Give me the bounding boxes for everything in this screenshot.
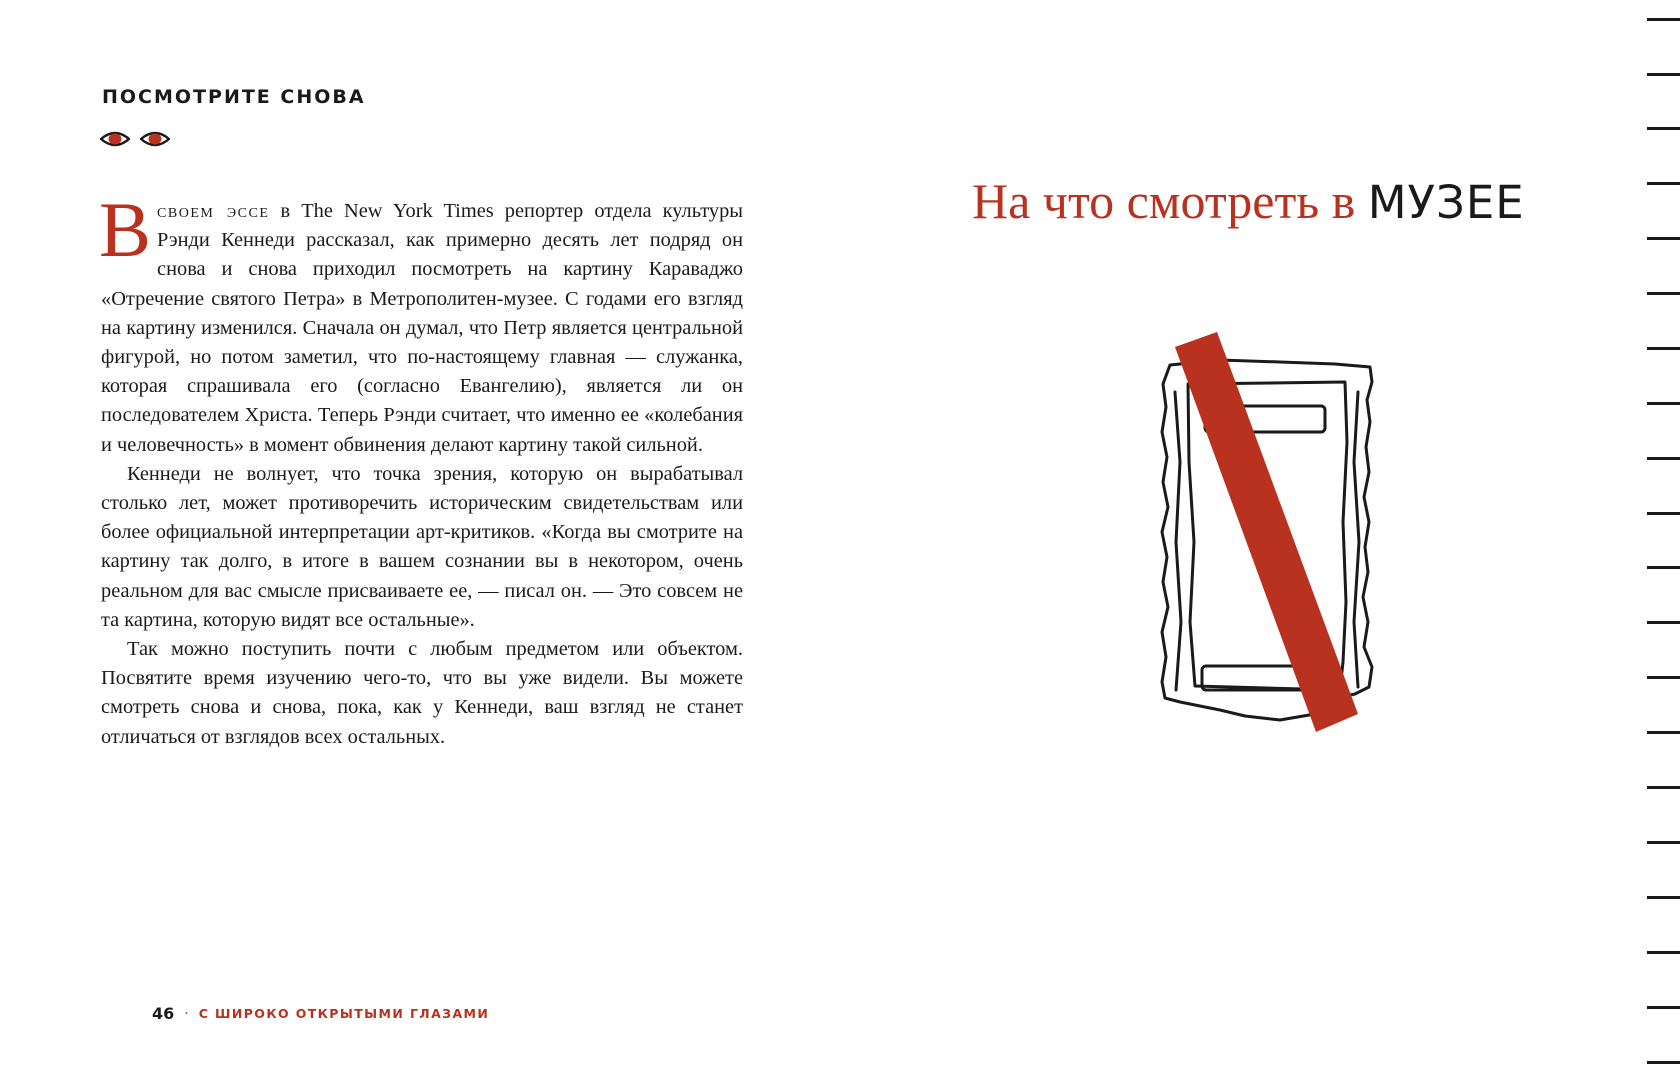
edge-tick	[1647, 1006, 1680, 1009]
edge-tick	[1647, 621, 1680, 624]
edge-tick	[1647, 896, 1680, 899]
chapter-title	[972, 172, 1612, 230]
edge-tick	[1647, 237, 1680, 240]
drop-cap: В	[99, 186, 152, 273]
edge-tick	[1647, 127, 1680, 130]
book-title: С ШИРОКО ОТКРЫТЫМИ ГЛАЗАМИ	[198, 1006, 490, 1021]
page-edge-ticks	[1647, 0, 1680, 1080]
footer-separator: ·	[184, 1005, 189, 1022]
lead-smallcaps: своем эссе	[157, 200, 270, 222]
paragraph-1	[99, 186, 743, 460]
frame-side-right	[1354, 392, 1359, 687]
edge-tick	[1647, 676, 1680, 679]
edge-tick	[1647, 18, 1680, 21]
edge-tick	[1647, 512, 1680, 515]
edge-tick	[1647, 457, 1680, 460]
eyes-decoration	[100, 130, 170, 148]
page-number: 46	[152, 1004, 175, 1023]
edge-tick	[1647, 1061, 1680, 1064]
edge-tick	[1647, 731, 1680, 734]
chapter-title-accent: МУЗЕЕ	[1367, 176, 1525, 229]
edge-tick	[1647, 292, 1680, 295]
edge-tick	[1647, 347, 1680, 350]
article-body	[99, 186, 743, 752]
edge-tick	[1647, 566, 1680, 569]
edge-tick	[1647, 402, 1680, 405]
edge-tick	[1647, 73, 1680, 76]
picture-frame-illustration	[1150, 322, 1390, 762]
paragraph-3: Так можно поступить почти с любым предметом или объектом. Посвятите время изучению чего-то, что вы уже видели. Вы можете смотреть снова и снова, пока, как у Кеннеди, ваш взгляд не станет отличаться от взглядов всех остальных.	[101, 638, 743, 748]
paragraph-1-text: в The New York Times репортер отдела культуры Рэнди Кеннеди рассказал, как примерно десять лет подряд он снова и снова приходил посмотреть на картину Караваджо «Отречение святого Петра» в Метрополитен-музее. С годами его взгляд на картину изменился. Сначала он думал, что Петр является центральной фигурой, но потом заметил, что по-настоящему главная — служанка, которая спрашивала его (согласно Евангелию), является ли он последователем Христа. Теперь Рэнди считает, что именно ее «колебания и человечность» в момент обвинения делают картину такой сильной.	[101, 200, 743, 456]
edge-tick	[1647, 951, 1680, 954]
section-title: ПОСМОТРИТЕ СНОВА	[102, 86, 366, 108]
eye-icon	[100, 130, 130, 148]
page-footer	[152, 1004, 489, 1023]
eye-icon	[140, 130, 170, 148]
chapter-title-main: На что смотреть в	[972, 173, 1368, 229]
paragraph-2: Кеннеди не волнует, что точка зрения, которую он вырабатывал столько лет, может противоречить историческим свидетельствам или более официальной интерпретации арт-критиков. «Когда вы смотрите на картину так долго, в итоге в вашем сознании вы в некотором, очень реальном для вас смысле присваиваете ее, — писал он. — Это совсем не та картина, которую видят все остальные».	[101, 462, 743, 631]
edge-tick	[1647, 841, 1680, 844]
edge-tick	[1647, 182, 1680, 185]
edge-tick	[1647, 786, 1680, 789]
frame-side-left	[1175, 392, 1181, 690]
